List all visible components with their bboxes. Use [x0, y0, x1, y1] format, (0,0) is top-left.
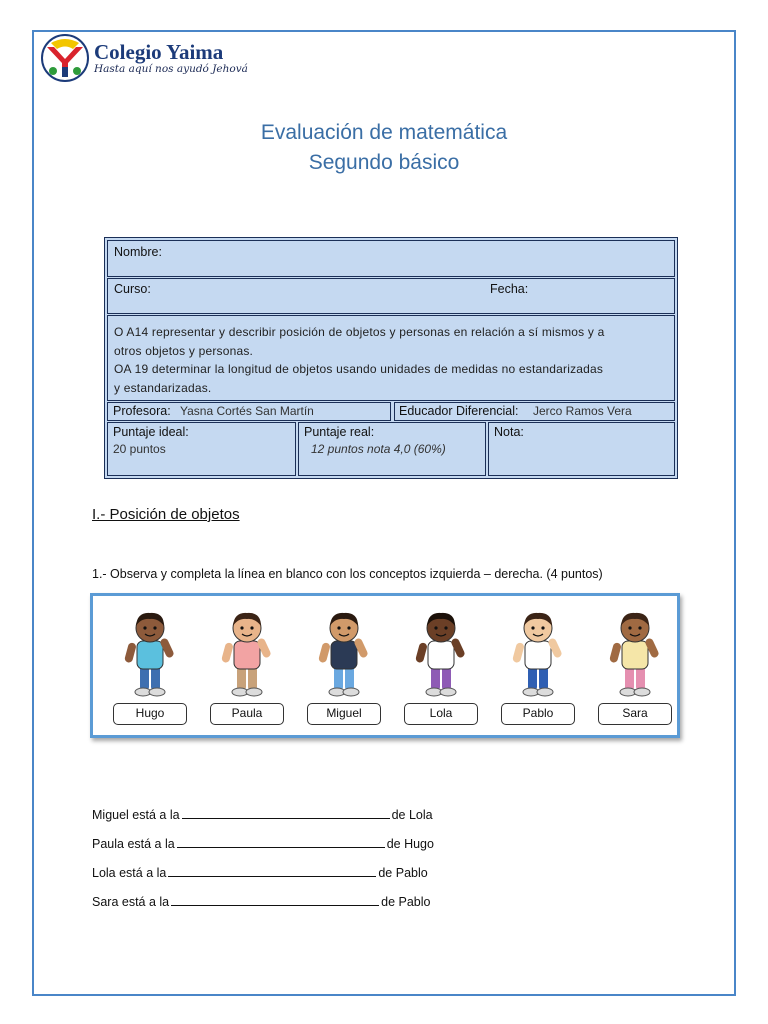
fecha-label: Fecha: — [490, 282, 529, 296]
objectives-row — [107, 315, 675, 401]
answer-blank[interactable] — [171, 893, 379, 906]
school-crest-icon — [40, 33, 90, 83]
puntaje-real-label: Puntaje real: — [304, 425, 375, 439]
sentence-start: Paula está a la — [92, 837, 175, 851]
question-instruction: 1.- Observa y completa la línea en blanco con los conceptos izquierda – derecha. (4 puntos) — [92, 567, 603, 581]
profesora-cell — [107, 402, 391, 421]
fill-in-sentence — [92, 835, 434, 851]
child-figure-sara — [595, 608, 675, 698]
objective-line: OA 19 determinar la longitud de objetos usando unidades de medidas no estandarizadas — [114, 362, 604, 376]
child-name-label: Paula — [210, 703, 284, 725]
teachers-row — [107, 402, 675, 421]
child-name-label: Hugo — [113, 703, 187, 725]
answer-blank[interactable] — [182, 806, 390, 819]
document-title — [0, 118, 768, 178]
profesora-label: Profesora: — [113, 404, 171, 418]
children-picture-panel — [90, 593, 680, 738]
school-motto: Hasta aquí nos ayudó Jehová — [94, 63, 248, 75]
child-figure-hugo — [110, 608, 190, 698]
child-figure-lola — [401, 608, 481, 698]
section-heading: I.- Posición de objetos — [92, 506, 240, 523]
educador-cell — [394, 402, 675, 421]
child-name-label: Sara — [598, 703, 672, 725]
student-info-table — [104, 237, 678, 479]
answer-blank[interactable] — [168, 864, 376, 877]
school-name: Colegio Yaima — [94, 40, 224, 64]
objective-line: y estandarizadas. — [114, 380, 212, 395]
puntaje-ideal-label: Puntaje ideal: — [113, 425, 189, 439]
objective-line: otros objetos y personas. — [114, 343, 254, 358]
profesora-value: Yasna Cortés San Martín — [180, 404, 314, 418]
nombre-label: Nombre: — [114, 245, 162, 259]
sentence-start: Sara está a la — [92, 895, 170, 909]
sentence-end: de Pablo — [381, 895, 431, 909]
puntaje-ideal-cell — [107, 422, 296, 476]
objective-line: O A14 representar y describir posición de objetos y personas en relación a sí mismos y a — [114, 325, 605, 339]
puntaje-real-value: 12 puntos nota 4,0 (60%) — [311, 442, 446, 456]
puntaje-ideal-value: 20 puntos — [113, 442, 166, 456]
school-logo — [40, 33, 250, 85]
curso-label: Curso: — [114, 282, 151, 296]
nombre-row[interactable] — [107, 240, 675, 277]
fill-in-sentence — [92, 864, 428, 880]
curso-fecha-row[interactable] — [107, 278, 675, 314]
child-name-label: Lola — [404, 703, 478, 725]
educador-label: Educador Diferencial: — [399, 404, 519, 418]
nota-cell[interactable] — [488, 422, 675, 476]
child-name-label: Pablo — [501, 703, 575, 725]
educador-value: Jerco Ramos Vera — [533, 404, 632, 418]
title-line-2: Segundo básico — [308, 151, 460, 174]
fill-in-sentence — [92, 893, 431, 909]
child-name-label: Miguel — [307, 703, 381, 725]
puntaje-real-cell[interactable] — [298, 422, 486, 476]
child-figure-paula — [207, 608, 287, 698]
title-line-1: Evaluación de matemática — [260, 121, 508, 144]
sentence-end: de Lola — [391, 808, 433, 822]
fill-in-sentence — [92, 806, 433, 822]
sentence-end: de Pablo — [378, 866, 428, 880]
child-figure-pablo — [498, 608, 578, 698]
scores-row — [107, 422, 675, 476]
child-figure-miguel — [304, 608, 384, 698]
nota-label: Nota: — [494, 425, 524, 439]
objectives-text — [114, 323, 668, 397]
sentence-end: de Hugo — [386, 837, 434, 851]
sentence-start: Lola está a la — [92, 866, 167, 880]
answer-blank[interactable] — [177, 835, 385, 848]
sentence-start: Miguel está a la — [92, 808, 180, 822]
